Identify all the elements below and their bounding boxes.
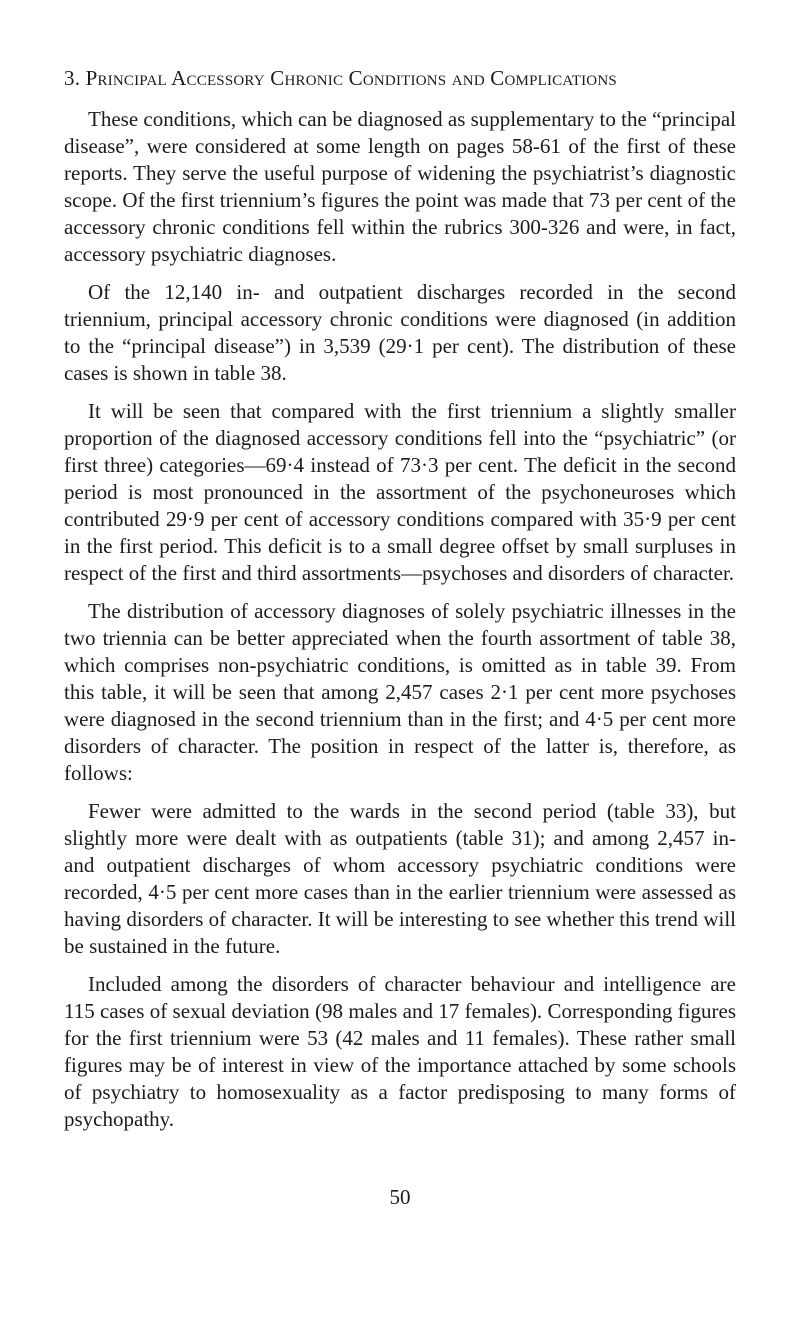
body-text [64, 106, 736, 1133]
paragraph-3: It will be seen that compared with the first triennium a slightly smaller proportion of the diagnosed accessory conditions fell into the “psychiatric” (or first three) categories—69·4 instead of 73·3 per cent. The deficit in the second period is most pronounced in the assortment of the psychoneuroses which contributed 29·9 per cent of accessory conditions compared with 35·9 per cent in the first period. This deficit is to a small degree offset by small surpluses in respect of the first and third assortments—psychoses and disorders of character. [64, 399, 736, 585]
paragraph-2: Of the 12,140 in- and outpatient discharges recorded in the second triennium, principal accessory chronic conditions were diagnosed (in addition to the “principal disease”) in 3,539 (29·1 per cent). The distribution of these cases is shown in table 38. [64, 280, 736, 385]
paragraph-4: The distribution of accessory diagnoses of solely psychiatric illnesses in the two triennia can be better appreciated when the fourth assortment of table 38, which comprises non-psychiatric conditions, is omitted as in table 39. From this table, it will be seen that among 2,457 cases 2·1 per cent more psychoses were diagnosed in the second triennium than in the first; and 4·5 per cent more disorders of character. The position in respect of the latter is, therefore, as follows: [64, 599, 736, 785]
paragraph-5: Fewer were admitted to the wards in the second period (table 33), but slightly more were dealt with as outpatients (table 31); and among 2,457 in- and outpatient discharges of whom accessory psychiatric conditions were recorded, 4·5 per cent more cases than in the earlier triennium were assessed as having disorders of character. It will be interesting to see whether this trend will be sustained in the future. [64, 799, 736, 958]
paragraph-6: Included among the disorders of character behaviour and intelligence are 115 cases of sexual deviation (98 males and 17 females). Corresponding figures for the first triennium were 53 (42 males and 11 females). These rather small figures may be of interest in view of the importance attached by some schools of psychiatry to homosexuality as a factor predisposing to many forms of psychopathy. [64, 972, 736, 1131]
section-heading: 3. Principal Accessory Chronic Conditions and Complications [64, 66, 617, 90]
page-number: 50 [389, 1185, 411, 1209]
paragraph-1: These conditions, which can be diagnosed as supplementary to the “principal disease”, were considered at some length on pages 58-61 of the first of these reports. They serve the useful purpose of widening the psychiatrist’s diagnostic scope. Of the first triennium’s figures the point was made that 73 per cent of the accessory chronic conditions fell within the rubrics 300-326 and were, in fact, accessory psychiatric diagnoses. [64, 107, 736, 266]
